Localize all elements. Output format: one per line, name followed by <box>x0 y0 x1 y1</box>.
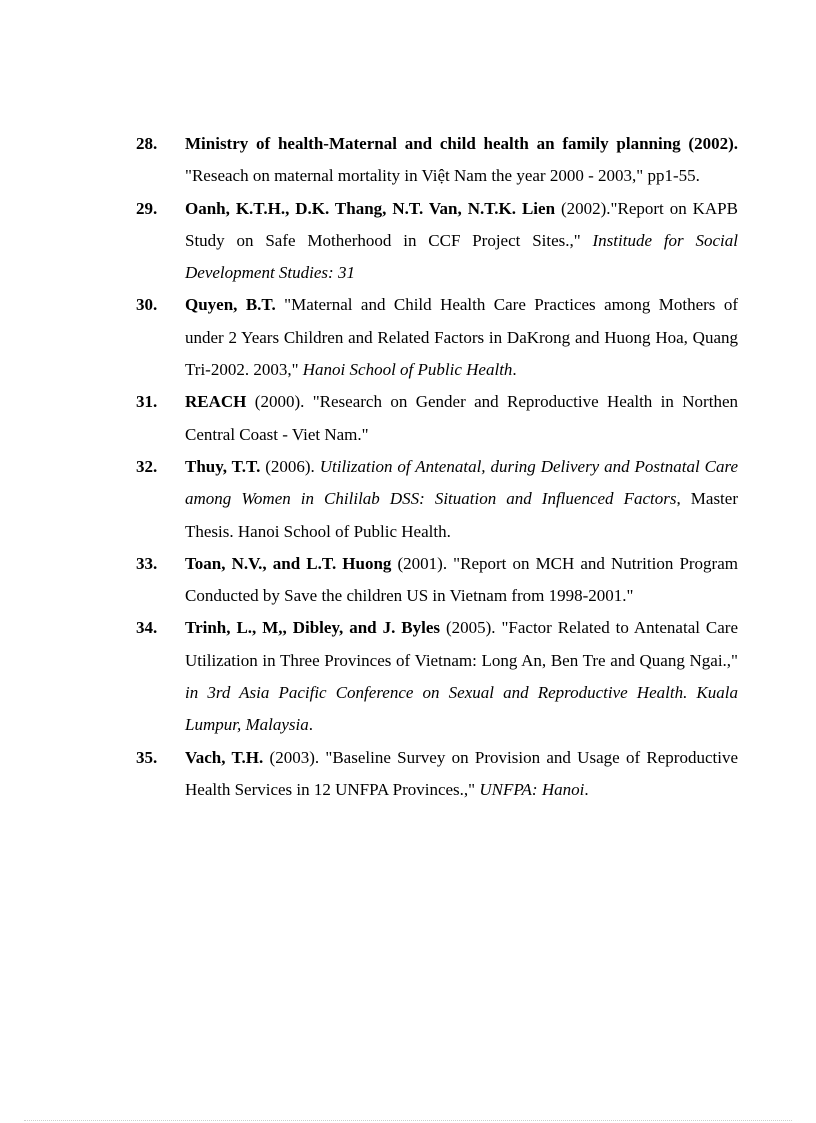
reference-number: 28. <box>136 134 158 153</box>
reference-details: (2002)."Report on KAPB Study on Safe Motherhood in CCF Project Sites.," <box>185 198 738 250</box>
reference-authors: REACH <box>185 392 247 412</box>
reference-number: 33. <box>136 553 158 573</box>
reference-number: 30. <box>136 295 158 315</box>
reference-details: (2003). "Baseline Survey on Provision and Usage of Reproductive Health Services in 12 UNFPA Provinces.," <box>185 747 738 799</box>
reference-item <box>136 451 738 548</box>
reference-text <box>185 548 738 613</box>
reference-text <box>185 612 738 741</box>
reference-details: (2000). "Research on Gender and Reproductive Health in Northen Central Coast - Viet Nam." <box>185 392 738 444</box>
reference-authors: Toan, N.V., and L.T. Huong <box>185 553 392 573</box>
reference-authors: Trinh, L., M,, Dibley, and J. Byles <box>185 618 440 638</box>
reference-authors: Thuy, T.T. <box>185 456 261 476</box>
reference-number: 29. <box>136 198 158 218</box>
reference-details: (2005). "Factor Related to Antenatal Care Utilization in Three Provinces of Vietnam: Long An, Ben Tre and Quang Ngai.," <box>185 618 739 670</box>
reference-tail: . <box>308 715 313 735</box>
reference-text <box>185 742 738 807</box>
reference-item <box>136 386 738 451</box>
reference-number: 32. <box>136 456 158 476</box>
reference-text <box>185 128 738 193</box>
reference-tail: , Master Thesis. Hanoi School of Public Health. <box>185 489 738 541</box>
reference-number: 35. <box>136 747 158 767</box>
reference-authors: Ministry of health-Maternal and child health an family planning (2002). <box>185 134 738 153</box>
reference-source: in 3rd Asia Pacific Conference on Sexual and Reproductive Health. Kuala Lumpur, Malaysia <box>185 683 738 735</box>
reference-details: (2001). "Report on MCH and Nutrition Program Conducted by Save the children US in Vietnam from 1998-2001." <box>185 553 738 606</box>
reference-source: Institude for Social Development Studies: 31 <box>185 230 738 283</box>
reference-number: 34. <box>136 618 158 638</box>
reference-tail: . <box>512 360 517 380</box>
reference-details: "Reseach on maternal mortality in Việt Nam the year 2000 - 2003," pp1-55. <box>185 166 700 186</box>
reference-text <box>185 386 738 451</box>
reference-item <box>136 128 738 193</box>
reference-item <box>136 548 738 613</box>
reference-authors: Oanh, K.T.H., D.K. Thang, N.T. Van, N.T.K. Lien <box>185 198 556 218</box>
reference-item <box>136 612 738 741</box>
reference-item <box>136 289 738 386</box>
reference-text <box>185 451 738 548</box>
reference-item <box>136 193 738 290</box>
reference-source: Hanoi School of Public Health <box>302 360 513 380</box>
reference-authors: Quyen, B.T. <box>185 295 276 315</box>
reference-details: "Maternal and Child Health Care Practices among Mothers of under 2 Years Children and Related Factors in DaKrong and Huong Hoa, Quang Tri-2002. 2003," <box>185 295 739 380</box>
reference-list <box>136 128 738 806</box>
reference-item <box>136 742 738 807</box>
reference-details: (2006). <box>260 456 320 476</box>
reference-text <box>185 193 738 290</box>
reference-source: Utilization of Antenatal, during Delivery and Postnatal Care among Women in Chililab DSS: Situation and Influenced Factors <box>185 456 738 509</box>
reference-tail: . <box>584 779 589 799</box>
reference-authors: Vach, T.H. <box>185 747 264 767</box>
page-bottom-divider <box>24 1120 792 1121</box>
reference-number: 31. <box>136 392 158 412</box>
reference-source: UNFPA: Hanoi <box>479 779 585 799</box>
reference-text <box>185 289 738 386</box>
